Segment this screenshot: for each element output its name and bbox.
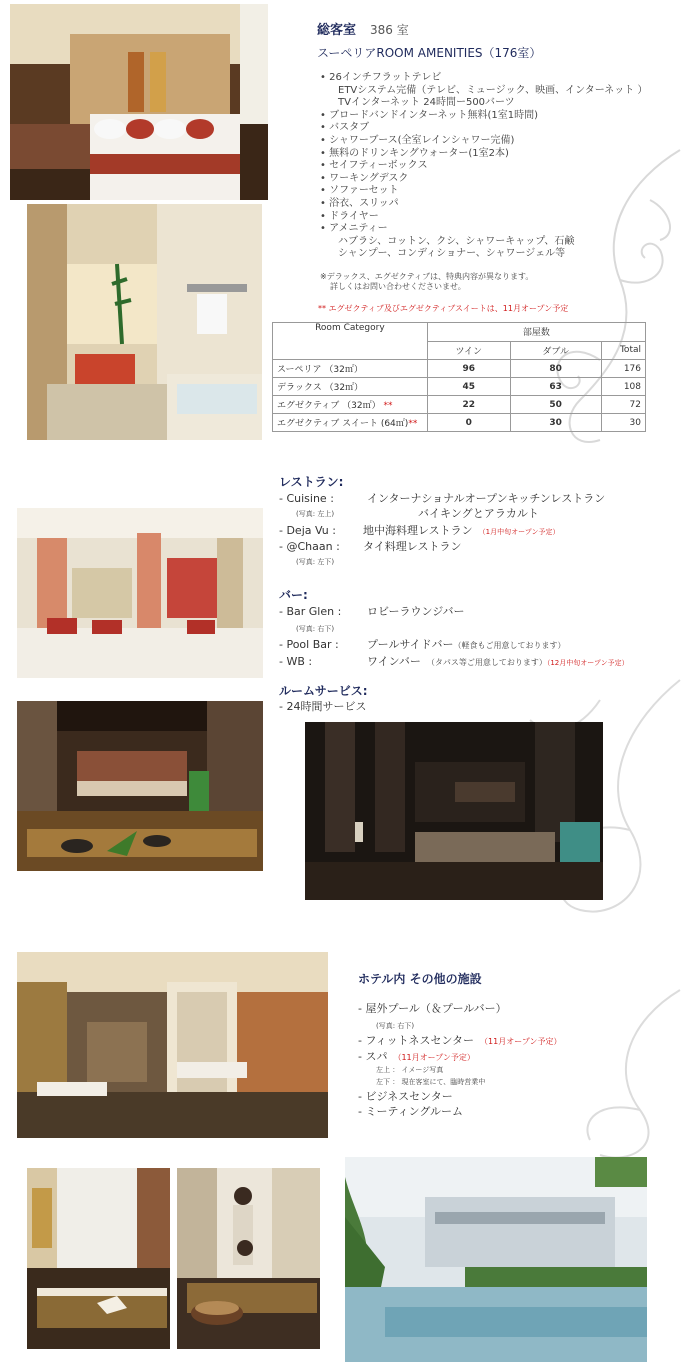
restaurant-desc: インターナショナルオープンキッチンレストラン — [367, 492, 606, 505]
twin-count: 45 — [427, 378, 510, 396]
room-service-item: - 24時間サービス — [279, 700, 367, 713]
bar-pool — [279, 638, 565, 651]
bar-wb — [279, 655, 629, 668]
amenity-item: • アメニティー — [320, 223, 388, 235]
amenity-item: • セイフティーボックス — [320, 160, 428, 172]
total-count: 72 — [601, 396, 645, 414]
restaurant-chaan — [279, 540, 461, 553]
spa-photo-note: 左上 ： イメージ写真 — [376, 1066, 444, 1074]
facility-fitness — [358, 1034, 562, 1047]
room-name: エグゼクティブ スイート (64㎡)** — [273, 414, 428, 432]
amenity-item: • バスタブ — [320, 122, 370, 134]
facility-spa — [358, 1050, 475, 1063]
restaurant-desc: 地中海料理レストラン — [363, 524, 473, 537]
table-subheader-double: ダブル — [510, 341, 601, 360]
facility-pool: - 屋外プール（＆プールバー） — [358, 1002, 507, 1015]
executive-open-note: ** エグゼクティブ及びエグゼクティブスイートは、11月オープン予定 — [318, 304, 569, 313]
room-name: エグゼクティブ （32㎡） ** — [273, 396, 428, 414]
room-service-heading: ルームサービス: — [279, 684, 368, 698]
amenity-item: • ドライヤー — [320, 210, 379, 222]
amenity-item: • 無料のドリンキングウォーター(1室2本) — [320, 147, 509, 159]
facility-name: - フィットネスセンター — [358, 1034, 475, 1047]
total-rooms-value: 386 室 — [370, 23, 409, 37]
bar-desc: ワインバー — [367, 655, 421, 668]
bar-name: - WB : — [279, 655, 313, 668]
total-count: 30 — [601, 414, 645, 432]
restaurant-name: - Cuisine : — [279, 492, 334, 505]
table-row — [273, 396, 646, 414]
spa-image-photo — [17, 952, 328, 1138]
double-count: 80 — [510, 360, 601, 378]
restaurant-desc-2: バイキングとアラカルト — [418, 507, 539, 520]
spa-massage-room-photo — [27, 1168, 170, 1349]
guest-room-bedroom-photo — [10, 4, 268, 200]
bar-name: - Pool Bar : — [279, 638, 339, 651]
opening-note: （11月オープン予定） — [480, 1037, 562, 1046]
rooms-note-line: 詳しくはお問い合わせくださいませ。 — [330, 282, 466, 291]
bar-detail: （タパス等ご用意しております） — [426, 658, 547, 667]
amenity-item: TVインターネット 24時間ー500バーツ — [338, 97, 515, 109]
restaurant-name: - @Chaan : — [279, 540, 340, 553]
amenity-item: シャンプー、コンディショナー、シャワージェル等 — [338, 248, 566, 260]
floral-swirl-decoration — [500, 980, 683, 1170]
amenity-item: ETVシステム完備（テレビ、ミュージック、映画、インターネット ） — [338, 84, 648, 96]
total-count: 176 — [601, 360, 645, 378]
bar-glen — [279, 605, 465, 618]
table-subheader-twin: ツイン — [427, 341, 510, 360]
double-count: 63 — [510, 378, 601, 396]
room-name: スーペリア （32㎡） — [273, 360, 428, 378]
amenity-item: • ワーキングデスク — [320, 172, 409, 184]
photo-caption: (写真: 左下) — [296, 558, 335, 566]
total-rooms-line — [317, 22, 409, 39]
facility-name: - スパ — [358, 1050, 388, 1063]
amenity-item: ハブラシ、コットン、クシ、シャワーキャップ、石鹸 — [338, 235, 575, 247]
twin-count: 96 — [427, 360, 510, 378]
total-rooms-label: 総客室 — [317, 23, 357, 38]
amenities-title: スーペリアROOM AMENITIES（176室） — [317, 46, 542, 60]
amenity-item: • 浴衣、スリッパ — [320, 197, 399, 209]
cuisine-restaurant-photo — [17, 508, 263, 678]
table-subheader-total: Total — [601, 341, 645, 360]
room-name: デラックス （32㎡） — [273, 378, 428, 396]
opening-note: （12月中旬オープン予定） — [546, 659, 629, 667]
rooms-note — [320, 272, 533, 292]
guest-room-bathroom-photo — [27, 204, 262, 440]
double-count: 30 — [510, 414, 601, 432]
amenity-item: • ブロードバンドインターネット無料(1室1時間) — [320, 109, 539, 121]
facility-business: - ビジネスセンター — [358, 1090, 453, 1103]
twin-count: 0 — [427, 414, 510, 432]
room-category-table — [272, 322, 646, 432]
opening-note: （11月オープン予定） — [393, 1053, 475, 1062]
bar-desc: ロビーラウンジバー — [367, 605, 465, 618]
chaan-thai-restaurant-photo — [17, 701, 263, 871]
bar-desc: プールサイドバー — [367, 638, 454, 651]
restaurants-heading: レストラン: — [279, 475, 344, 489]
spa-photo-note: 左下 ： 現在客室にて、臨時営業中 — [376, 1078, 486, 1086]
restaurant-desc: タイ料理レストラン — [363, 540, 462, 553]
table-row — [273, 378, 646, 396]
amenity-item: • シャワーブース(全室レインシャワー完備) — [320, 134, 515, 146]
amenity-item: • ソファーセット — [320, 185, 399, 197]
twin-count: 22 — [427, 396, 510, 414]
restaurant-dejavu — [279, 524, 560, 537]
bars-heading: バー: — [279, 588, 308, 602]
bar-detail: （軽食もご用意しております） — [453, 641, 566, 650]
facilities-heading: ホテル内 その他の施設 — [358, 972, 482, 986]
spa-therapists-photo — [177, 1168, 320, 1349]
outdoor-pool-photo — [345, 1157, 647, 1362]
bar-glen-lounge-photo — [305, 722, 603, 900]
opening-note: （1月中旬オープン予定） — [478, 528, 560, 536]
bar-name: - Bar Glen : — [279, 605, 342, 618]
restaurant-name: - Deja Vu : — [279, 524, 336, 537]
total-count: 108 — [601, 378, 645, 396]
photo-caption: (写真: 右下) — [296, 625, 335, 633]
restaurant-cuisine — [279, 492, 605, 505]
photo-caption: (写真: 左上) — [296, 510, 335, 518]
photo-caption: (写真: 右下) — [376, 1022, 415, 1030]
table-header-category: Room Category — [273, 323, 428, 360]
double-count: 50 — [510, 396, 601, 414]
table-row — [273, 360, 646, 378]
amenities-list — [320, 72, 647, 261]
table-header-rooms: 部屋数 — [427, 323, 645, 342]
facility-meeting: - ミーティングルーム — [358, 1105, 464, 1118]
amenity-item: • 26インチフラットテレビ — [320, 72, 442, 83]
table-row — [273, 414, 646, 432]
rooms-note-line: ※デラックス、エグゼクティブは、特典内容が異なります。 — [320, 272, 534, 281]
